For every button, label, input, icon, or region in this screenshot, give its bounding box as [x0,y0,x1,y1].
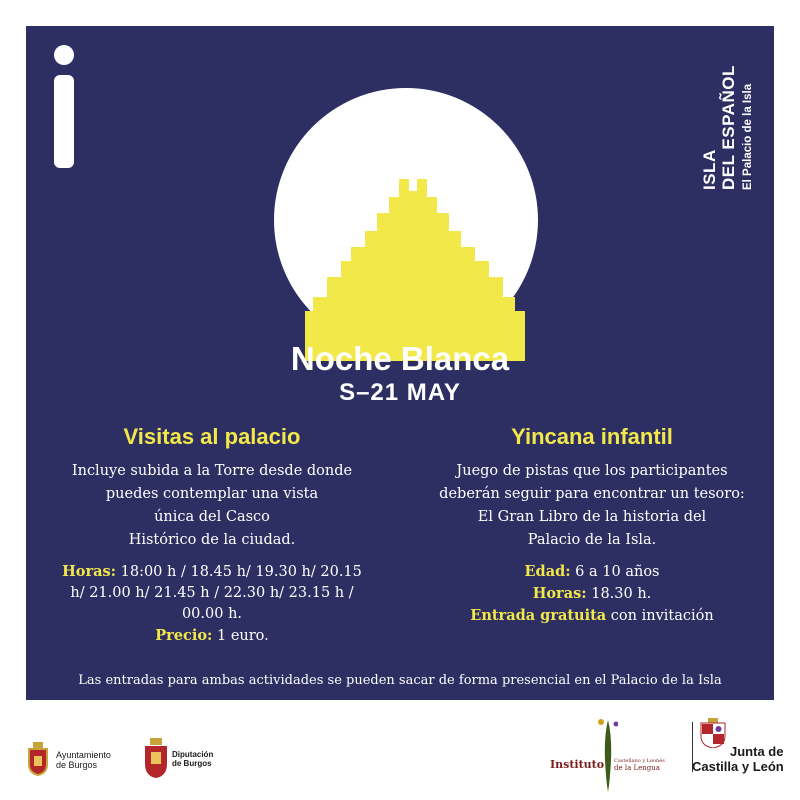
visitas-title: Visitas al palacio [123,424,301,449]
tickets-footnote: Las entradas para ambas actividades se pueden sacar de forma presencial en el Palacio de la Isla [78,673,722,688]
junta-castilla-leon-logo: Junta de Castilla y León [692,718,784,774]
yincana-hours: Horas: 18.30 h. [532,585,652,602]
yincana-description: Juego de pistas que los participantes deberán seguir para encontrar un tesoro: El Gran Libro de la historia del Palacio de la Isla. [439,463,745,548]
ayuntamiento-shield-icon [26,742,50,776]
yincana-details [422,561,762,627]
event-title: Noche Blanca [290,340,510,377]
visitas-description: Incluye subida a la Torre desde donde puedes contemplar una vista única del Casco Histórico de la ciudad. [71,463,353,548]
diputacion-burgos-logo: Diputación de Burgos [144,738,234,782]
yincana-entry: Entrada gratuita con invitación [470,607,714,624]
tower-illustration [305,151,525,361]
visitas-section [52,422,372,647]
poster-panel [26,26,774,700]
cypress-tree-icon [598,716,618,792]
ayuntamiento-burgos-logo: Ayuntamiento de Burgos [26,738,136,782]
brand-name-line1: ISLA [700,149,719,190]
brand-name-line2: DEL ESPAÑOL [719,65,738,190]
visitas-price: Precio: 1 euro. [155,627,269,644]
visitas-details: Horas: 18:00 h / 18.45 h/ 19.30 h/ 20.15 h/ 21.00 h/ 21.45 h / 22.30 h/ 23.15 h / 00.00 h. Precio: 1 euro. [52,561,372,647]
yincana-age: Edad: 6 a 10 años [524,563,660,580]
diputacion-shield-icon [144,738,168,778]
yincana-section [422,422,762,627]
yincana-title: Yincana infantil [511,424,673,449]
brand-vertical [700,30,760,190]
visitas-hours: Horas: 18:00 h / 18.45 h/ 19.30 h/ 20.15 [62,563,362,580]
info-icon [54,45,74,168]
instituto-lengua-logo: Instituto Castellano y Leonés de la Lengua [548,716,668,792]
event-date: S–21 MAY [339,379,461,406]
brand-tagline: El Palacio de la Isla [742,83,754,190]
